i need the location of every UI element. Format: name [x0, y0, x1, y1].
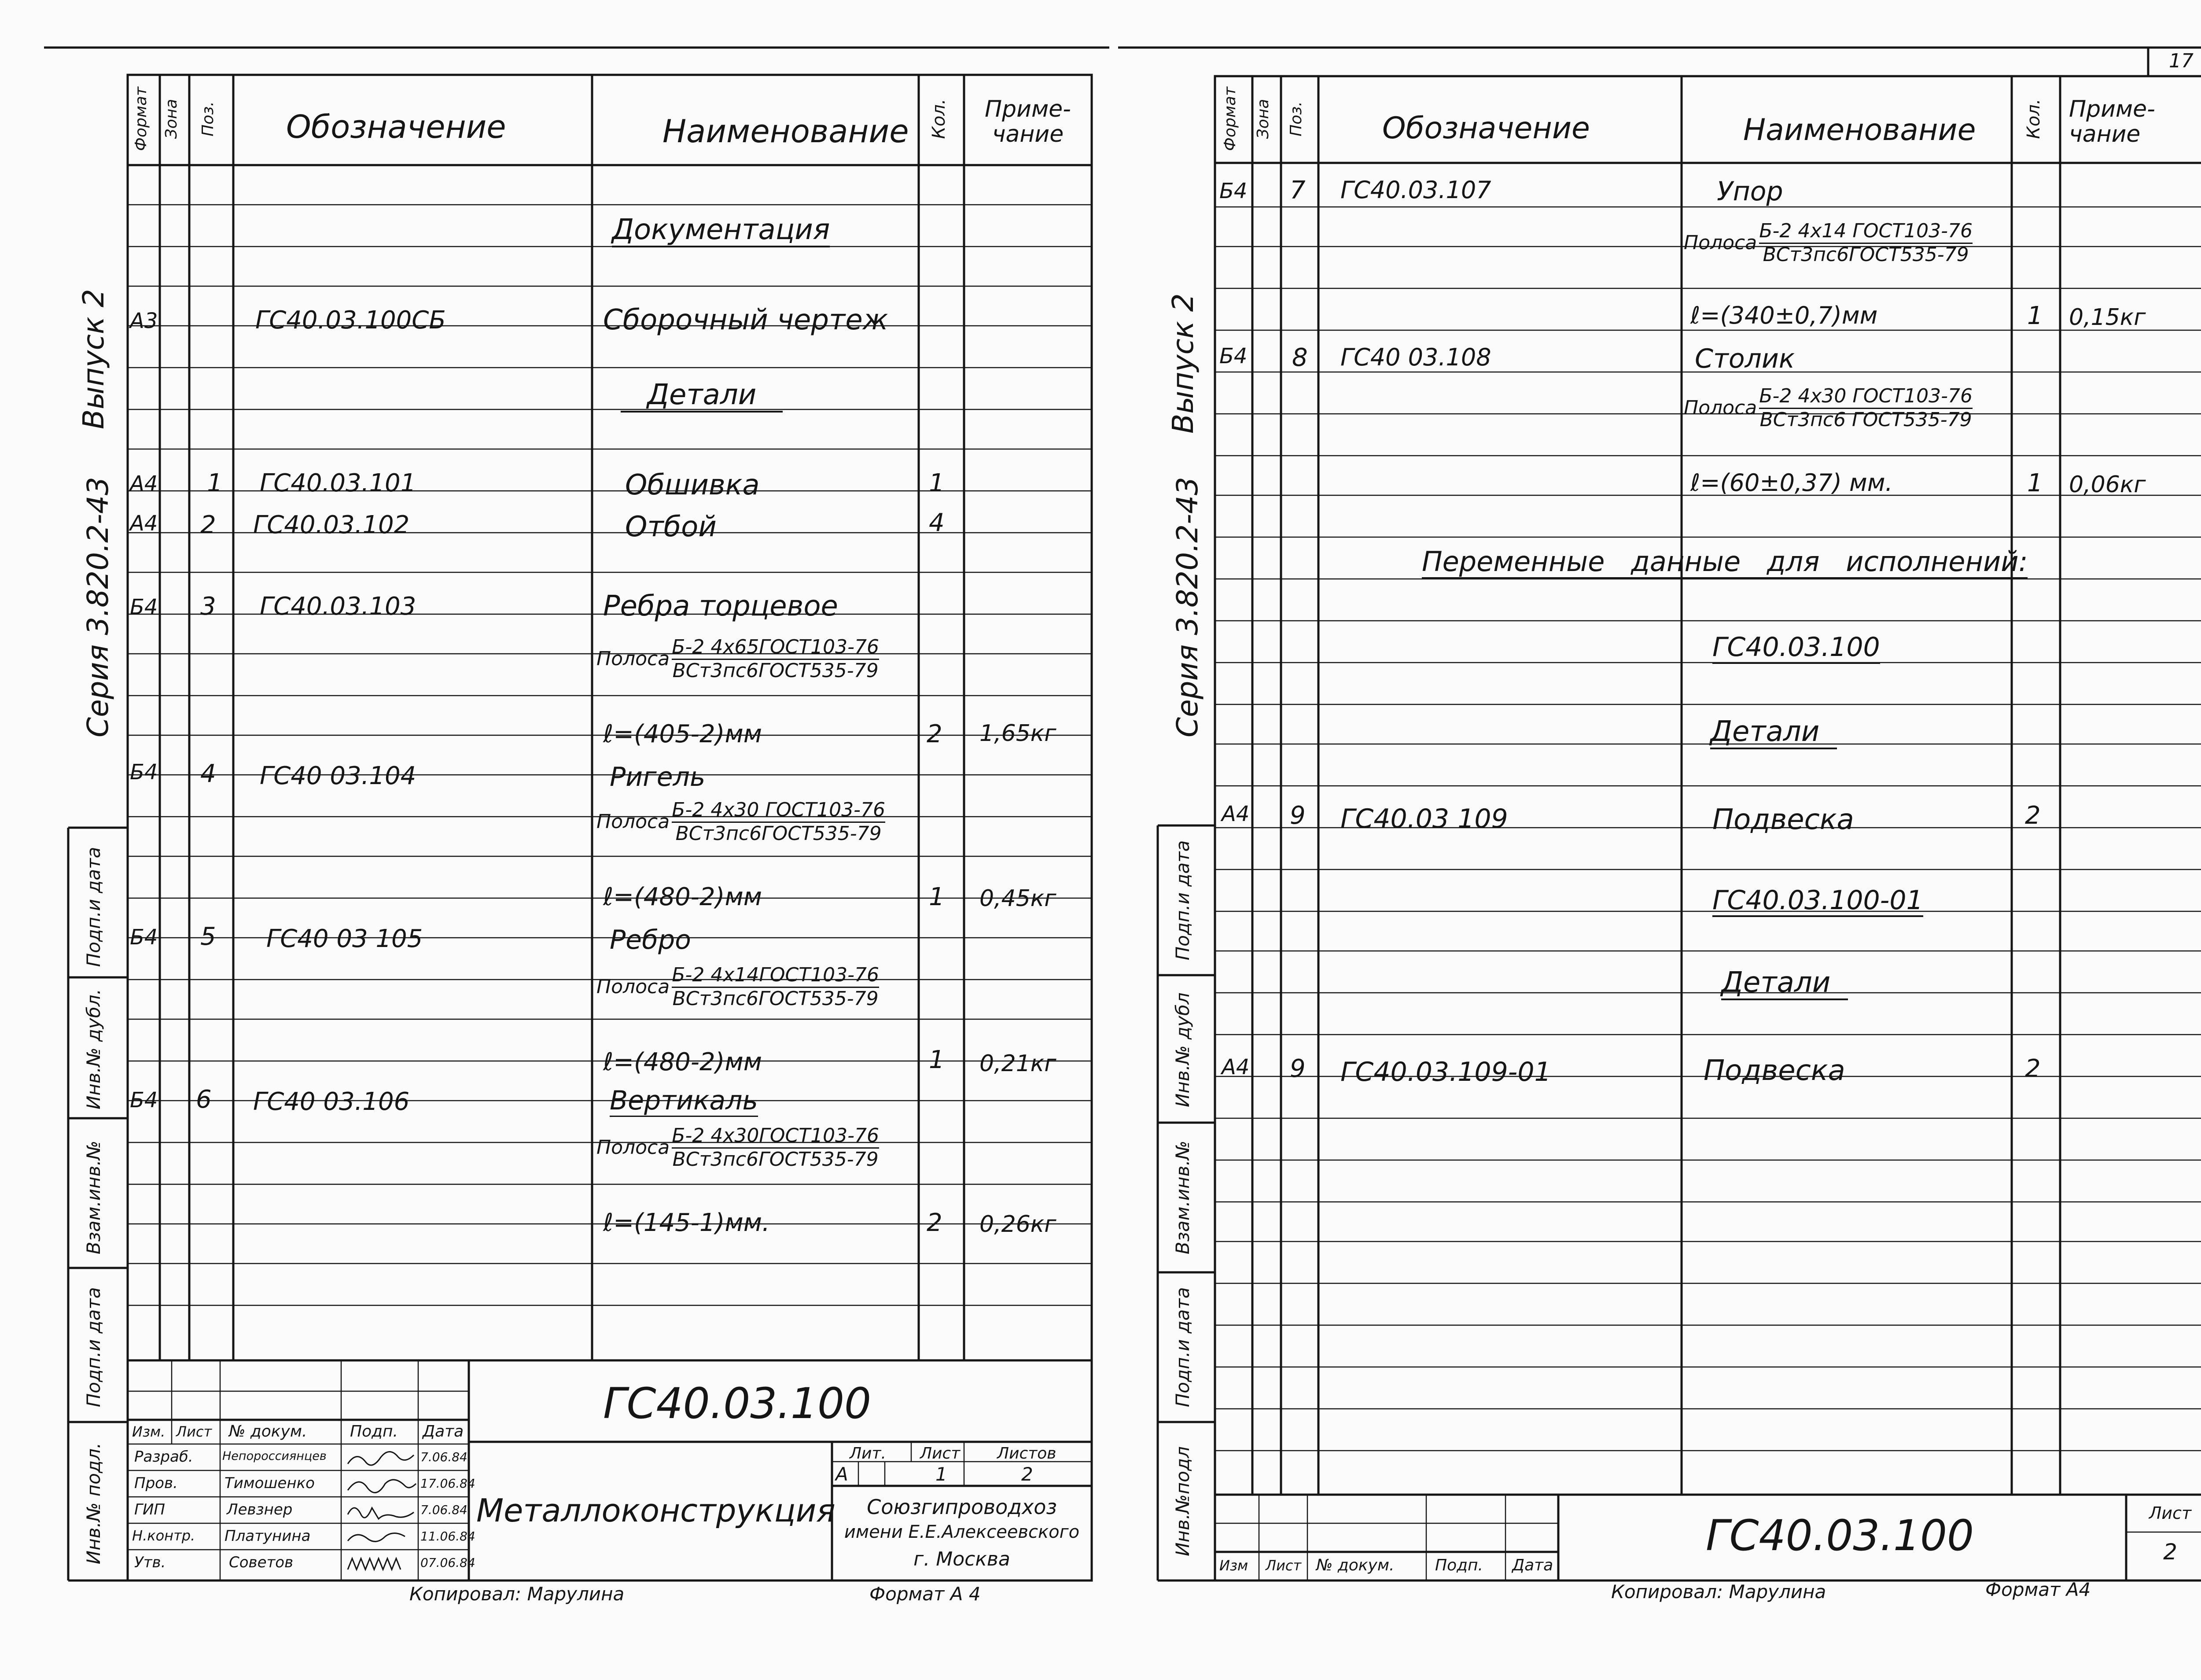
right-sheet [1118, 0, 2201, 1680]
cell-primechanie: 1,65кг [979, 720, 1056, 747]
header-kol: Кол. [929, 99, 949, 139]
cell-oboznachenie: ГС40.03 109 [1340, 803, 1508, 834]
tb-sheets: Листов [997, 1444, 1056, 1463]
cell-length: ℓ=(145-1)мм. [603, 1208, 770, 1237]
cell-length: ℓ=(405-2)мм [603, 720, 762, 748]
stamp-field: Взам.инв.№ [1172, 1140, 1193, 1255]
material-steel: ВСт3пс6ГОСТ535-79 [672, 659, 879, 682]
footer-kopiroval: Копировал: Марулина [1611, 1581, 1826, 1603]
cell-format: Б4 [1219, 179, 1248, 203]
cell-format: А4 [1222, 1055, 1250, 1079]
tb-dokum: № докум. [1316, 1556, 1395, 1574]
material-label: Полоса [596, 811, 670, 833]
cell-format: А4 [130, 472, 158, 496]
tb-name: Тимошенко [225, 1474, 315, 1492]
cell-poz: 8 [1292, 343, 1308, 372]
stamp-field: Инв.№ дубл. [83, 988, 104, 1109]
tb-name: Непороссиянцев [222, 1449, 327, 1463]
side-vypusk: Выпуск 2 [1166, 293, 1200, 434]
side-seriya: Серия 3.820.2-43 [1170, 477, 1204, 737]
variant-code: ГС40.03.100-01 [1712, 887, 1923, 917]
tb-lit: Лит. [850, 1444, 886, 1463]
tb-izm: Изм. [132, 1423, 166, 1440]
cell-oboznachenie: ГС40.03.109-01 [1340, 1057, 1551, 1087]
footer-kopiroval: Копировал: Марулина [409, 1583, 625, 1605]
stamp-field: Подп.и дата [1172, 840, 1193, 961]
cell-primechanie: 0,21кг [979, 1050, 1056, 1077]
org-name: имени Е.Е.Алексеевского [844, 1522, 1080, 1542]
cell-format: А4 [130, 511, 158, 536]
cell-format: А3 [130, 309, 158, 333]
cell-poz: 1 [207, 469, 223, 497]
material-spec [1684, 220, 1973, 266]
stamp-field: Подп.и дата [1172, 1287, 1193, 1407]
tb-list: Лист [1266, 1557, 1302, 1574]
material-profile: Б-2 4х14ГОСТ103-76 [672, 964, 879, 988]
cell-kol: 2 [927, 1208, 942, 1237]
cell-poz: 4 [200, 759, 216, 788]
cell-oboznachenie: ГС40.03.103 [260, 592, 416, 621]
material-spec [1684, 385, 1973, 431]
tb-podp: Подп. [1435, 1556, 1483, 1574]
cell-kol: 1 [2027, 302, 2043, 330]
material-profile: Б-2 4х14 ГОСТ103-76 [1759, 220, 1973, 244]
header-zona: Зона [162, 99, 180, 139]
cell-poz: 9 [1290, 1054, 1306, 1083]
cell-length: ℓ=(340±0,7)мм [1690, 302, 1878, 329]
material-steel: ВСт3пс6ГОСТ535-79 [672, 987, 879, 1010]
cell-naimenovanie: Ребра торцевое [603, 590, 838, 623]
cell-oboznachenie: ГС40 03.108 [1340, 343, 1491, 371]
tb-date: 7.06.84 [420, 1450, 467, 1464]
cell-oboznachenie: ГС40.03.107 [1340, 176, 1491, 204]
product-title: Металлоконструкция [476, 1492, 835, 1529]
stamp-field: Инв.№ подл. [83, 1442, 104, 1565]
document-code: ГС40.03.100 [603, 1379, 872, 1428]
cell-oboznachenie: ГС40 03.106 [253, 1087, 410, 1116]
cell-primechanie: 0,26кг [979, 1211, 1056, 1238]
cell-poz: 5 [200, 922, 216, 951]
section-detali: Детали [1721, 969, 1848, 1000]
material-label: Полоса [596, 1136, 670, 1159]
cell-kol: 2 [927, 720, 942, 748]
tb-name: Платунина [225, 1527, 311, 1545]
tb-name: Советов [229, 1554, 294, 1571]
tb-role: Пров. [134, 1474, 178, 1492]
header-primechanie: Приме-чание [985, 96, 1071, 148]
tb-date: 11.06.84 [420, 1529, 475, 1544]
tb-name: Левзнер [227, 1501, 293, 1518]
header-zona: Зона [1254, 99, 1272, 139]
stamp-field: Подп.и дата [83, 1287, 104, 1407]
cell-format: А4 [1222, 802, 1250, 826]
cell-naimenovanie: Подвеска [1704, 1054, 1845, 1087]
cell-format: Б4 [130, 925, 158, 950]
tb-dokum: № докум. [229, 1422, 307, 1441]
header-format: Формат [1221, 86, 1239, 151]
cell-kol: 1 [929, 883, 945, 911]
cell-kol: 1 [929, 469, 945, 497]
cell-primechanie: 0,45кг [979, 885, 1056, 912]
cell-naimenovanie: Подвеска [1712, 803, 1854, 836]
material-label: Полоса [1684, 397, 1757, 420]
cell-poz: 9 [1290, 801, 1306, 830]
tb-list: Лист [176, 1423, 212, 1440]
material-steel: ВСт3пс6 ГОСТ535-79 [1759, 408, 1972, 431]
cell-poz: 2 [200, 511, 216, 539]
cell-naimenovanie: Ригель [610, 762, 706, 792]
cell-primechanie: 0,06кг [2069, 472, 2146, 498]
material-label: Полоса [596, 648, 670, 671]
tb-sheets-value: 2 [1021, 1463, 1033, 1485]
cell-poz: 7 [1290, 176, 1306, 205]
org-city: г. Москва [913, 1548, 1010, 1570]
tb-role: Н.контр. [132, 1527, 195, 1544]
side-vypusk: Выпуск 2 [77, 289, 110, 429]
cell-oboznachenie: ГС40 03.104 [260, 762, 416, 790]
header-primechanie: Приме-чание [2069, 96, 2155, 148]
material-steel: ВСт3пс6ГОСТ535-79 [672, 1148, 879, 1171]
tb-role: Разраб. [134, 1448, 193, 1466]
document-code: ГС40.03.100 [1706, 1511, 1974, 1560]
stamp-field: Подп.и дата [83, 847, 104, 967]
material-steel: ВСт3пс6ГОСТ535-79 [1763, 243, 1969, 266]
footer-format: Формат А4 [1985, 1579, 2091, 1600]
tb-izm: Изм [1219, 1557, 1248, 1574]
cell-kol: 2 [2025, 1054, 2041, 1083]
section-detali: Детали [1710, 718, 1837, 749]
tb-sheet-label: Лист [2149, 1503, 2192, 1523]
cell-kol: 1 [929, 1046, 945, 1074]
cell-format: Б4 [130, 595, 158, 619]
tb-role: Утв. [134, 1554, 166, 1571]
cell-format: Б4 [130, 1088, 158, 1113]
header-kol: Кол. [2024, 99, 2044, 139]
stamp-field: Инв.№подл [1172, 1446, 1193, 1556]
cell-length: ℓ=(480-2)мм [603, 1048, 762, 1076]
variant-code: ГС40.03.100 [1712, 634, 1880, 664]
header-oboznachenie: Обозначение [286, 108, 506, 145]
stamp-field: Взам.инв.№ [83, 1140, 104, 1255]
tb-sheet-value: 2 [2163, 1539, 2177, 1565]
org-name: Союзгипроводхоз [867, 1495, 1057, 1519]
cell-naimenovanie: Ребро [610, 925, 691, 955]
tb-data: Дата [1512, 1556, 1553, 1574]
section-dokumentaciya: Документация [612, 216, 830, 247]
section-detali: Детали [621, 381, 783, 413]
tb-sheet: Лист [920, 1444, 961, 1463]
material-label: Полоса [1684, 232, 1757, 254]
cell-format: Б4 [1219, 344, 1248, 368]
tb-lit-value: А [835, 1463, 848, 1485]
footer-format: Формат А 4 [869, 1583, 981, 1605]
tb-date: 7.06.84 [420, 1503, 467, 1517]
header-poz: Поз. [1287, 101, 1305, 136]
material-steel: ВСт3пс6ГОСТ535-79 [675, 822, 882, 845]
cell-poz: 6 [196, 1085, 212, 1114]
tb-date: 07.06.84 [420, 1555, 475, 1570]
right-table-grid [1118, 0, 2201, 1680]
material-profile: Б-2 4х30 ГОСТ103-76 [1759, 385, 1973, 409]
page-number: 17 [2169, 50, 2194, 72]
side-seriya: Серия 3.820.2-43 [81, 477, 115, 737]
tb-date: 17.06.84 [420, 1476, 475, 1491]
cell-length: ℓ=(60±0,37) мм. [1690, 469, 1893, 497]
header-naimenovanie: Наименование [1743, 113, 1976, 147]
material-profile: Б-2 4х30 ГОСТ103-76 [672, 799, 885, 823]
tb-podp: Подп. [350, 1422, 398, 1441]
material-profile: Б-2 4х30ГОСТ103-76 [672, 1125, 879, 1149]
cell-oboznachenie: ГС40.03.101 [260, 469, 416, 497]
cell-kol: 4 [929, 508, 945, 537]
tb-sheet-value: 1 [935, 1463, 947, 1485]
cell-naimenovanie: Столик [1695, 343, 1795, 374]
cell-oboznachenie: ГС40 03 105 [266, 925, 423, 953]
cell-length: ℓ=(480-2)мм [603, 883, 762, 911]
header-poz: Поз. [199, 101, 217, 136]
variable-data-heading: Переменные данные для исполнений: [1422, 548, 2028, 579]
cell-kol: 2 [2025, 801, 2041, 830]
header-format: Формат [132, 86, 150, 151]
cell-oboznachenie: ГС40.03.102 [253, 511, 410, 539]
header-naimenovanie: Наименование [663, 113, 909, 150]
cell-poz: 3 [200, 592, 216, 621]
stamp-field: Инв.№ дубл [1172, 992, 1193, 1107]
tb-data: Дата [423, 1422, 464, 1441]
cell-kol: 1 [2027, 469, 2043, 497]
header-oboznachenie: Обозначение [1382, 111, 1590, 146]
cell-primechanie: 0,15кг [2069, 304, 2146, 331]
cell-format: Б4 [130, 760, 158, 785]
tb-role: ГИП [134, 1501, 165, 1518]
cell-naimenovanie: Упор [1717, 176, 1783, 207]
cell-naimenovanie: Вертикаль [610, 1085, 758, 1116]
cell-naimenovanie: Отбой [625, 511, 717, 543]
cell-naimenovanie: Сборочный чертеж [603, 304, 888, 336]
material-label: Полоса [596, 976, 670, 998]
material-profile: Б-2 4х65ГОСТ103-76 [672, 636, 879, 660]
cell-oboznachenie: ГС40.03.100СБ [255, 306, 446, 335]
cell-naimenovanie: Обшивка [625, 469, 760, 501]
